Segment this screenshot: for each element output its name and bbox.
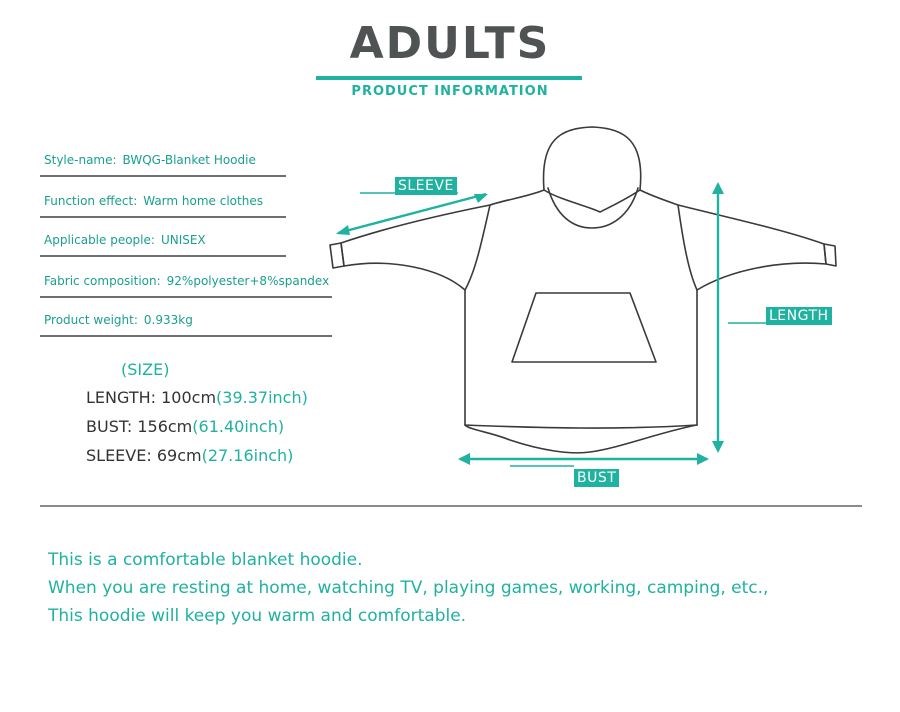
section-divider [40,505,862,507]
page-title: ADULTS [349,18,551,69]
kangaroo-pocket [512,293,656,362]
size-inch: (27.16inch) [201,446,294,465]
sleeve-arrow-head-left [336,225,350,235]
sleeve-tag: SLEEVE [395,177,457,195]
bust-arrow-head-right [697,453,709,465]
length-arrow-head-bottom [712,441,724,453]
size-cm: 69cm [156,446,202,465]
size-heading: (SIZE) [121,360,170,379]
description-line: When you are resting at home, watching TV, playing games, working, camping, etc., [48,578,769,598]
bust-arrow-head-left [458,453,470,465]
size-inch: (39.37inch) [216,388,308,407]
right-cuff [824,244,836,266]
size-inch: (61.40inch) [192,417,285,436]
spec-value: Warm home clothes [143,194,263,208]
size-cm: 156cm [137,417,193,436]
description-line: This is a comfortable blanket hoodie. [48,550,363,570]
spec-value: 92%polyester+8%spandex [166,274,330,288]
body-outline [465,190,697,428]
spec-value: UNISEX [160,233,206,247]
spec-label: Function effect: [44,194,138,208]
right-sleeve [678,205,826,290]
left-cuff [330,243,344,268]
size-cm: 100cm [161,388,217,407]
hood-outline [543,127,640,212]
hem-curve [465,425,697,453]
left-sleeve [341,205,490,290]
length-tag: LENGTH [766,307,832,325]
spec-label: Fabric composition: [44,274,161,288]
size-label: SLEEVE: [86,446,152,465]
sleeve-arrow-head-right [474,194,488,203]
spec-label: Style-name: [44,153,117,167]
spec-value: 0.933kg [143,313,193,327]
size-label: BUST: [86,417,133,436]
spec-label: Applicable people: [44,233,155,247]
sleeve-arrow [338,194,486,233]
description-line: This hoodie will keep you warm and comfortable. [48,606,467,626]
length-arrow-head-top [712,182,724,194]
spec-label: Product weight: [44,313,138,327]
hood-opening [548,188,638,228]
spec-value: BWQG-Blanket Hoodie [122,153,256,167]
size-label: LENGTH: [86,388,157,407]
bust-tag: BUST [574,469,619,487]
page-subtitle: PRODUCT INFORMATION [351,84,549,99]
